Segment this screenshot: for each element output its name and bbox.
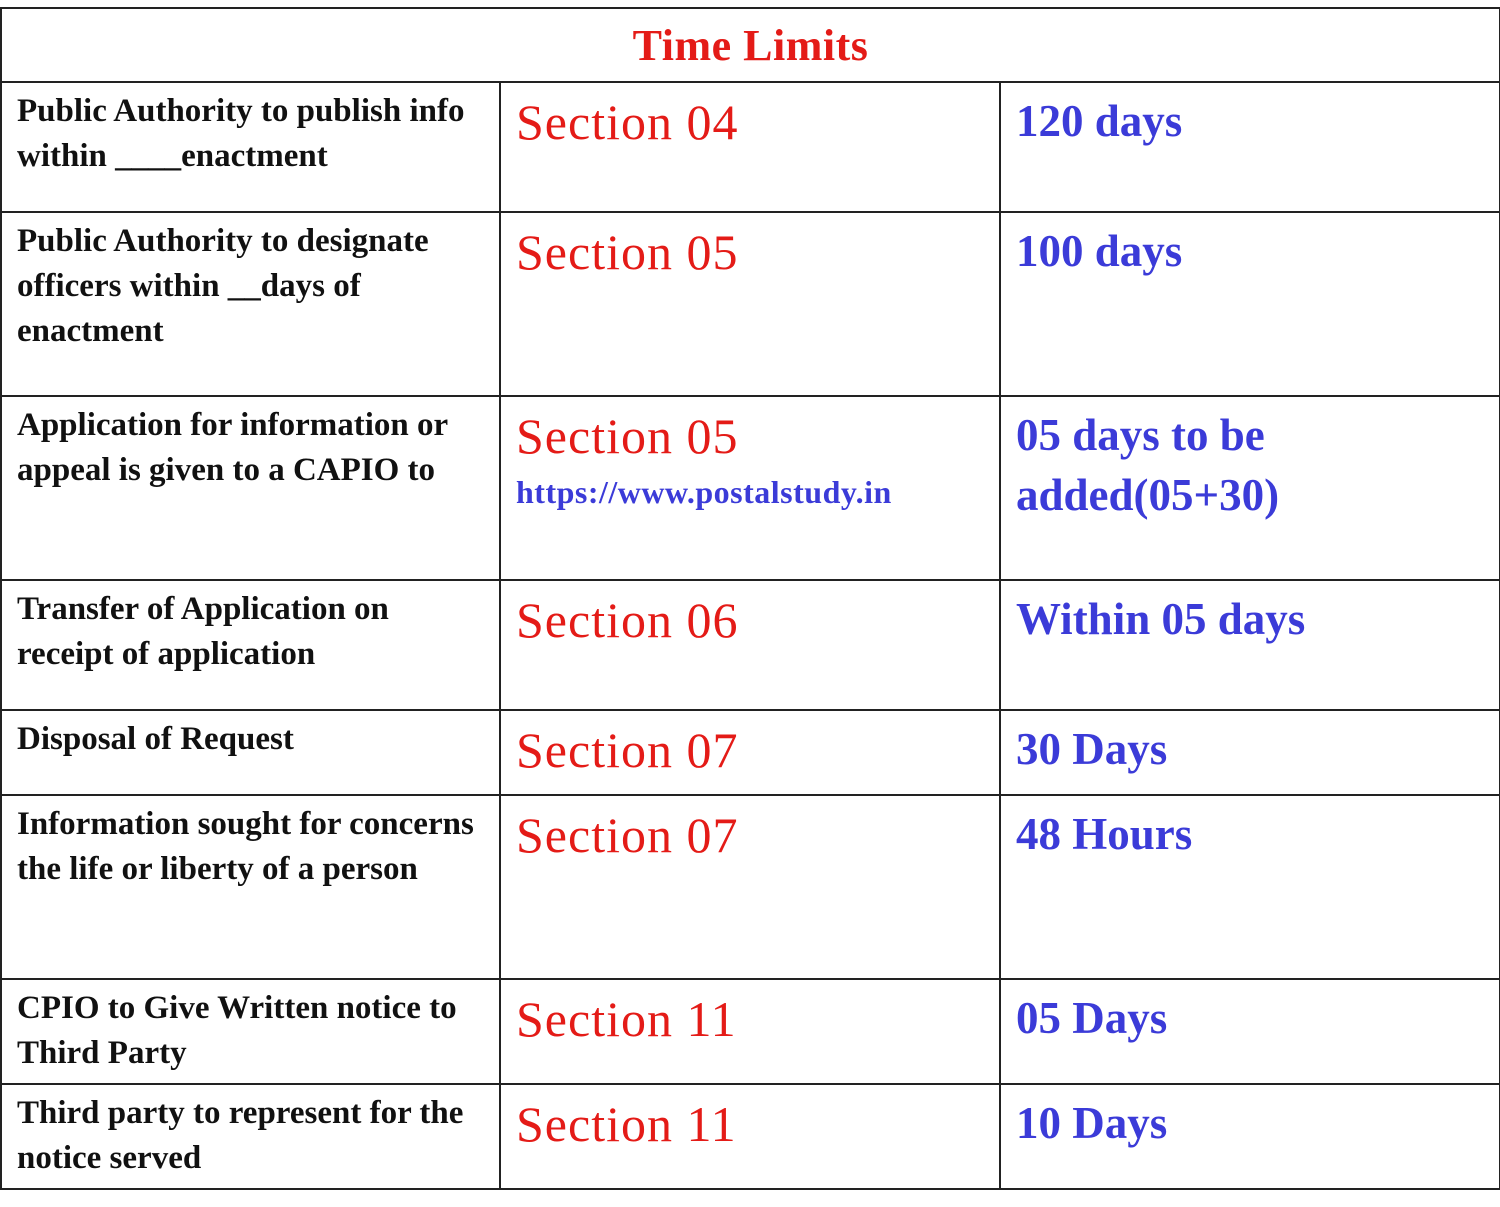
- table-row: [1, 795, 1500, 979]
- title-row: [1, 8, 1500, 82]
- table-row: [1, 979, 1500, 1084]
- limit-text: 30 Days: [1016, 724, 1168, 774]
- table-row: [1, 1084, 1500, 1189]
- description-cell: [1, 580, 500, 710]
- limit-cell: [1000, 212, 1500, 396]
- description-cell: [1, 795, 500, 979]
- description-cell: [1, 396, 500, 580]
- limit-text: 10 Days: [1016, 1098, 1168, 1148]
- description-text: Public Authority to designate officers within __days of enactment: [17, 223, 429, 349]
- section-text: Section 11: [516, 991, 737, 1047]
- section-cell: [500, 710, 1000, 795]
- website-link[interactable]: https://www.postalstudy.in: [516, 474, 892, 510]
- limit-cell: [1000, 1084, 1500, 1189]
- table-title: Time Limits: [632, 20, 869, 70]
- section-cell: [500, 795, 1000, 979]
- section-text: Section 06: [516, 592, 739, 648]
- section-cell: [500, 580, 1000, 710]
- section-text: Section 07: [516, 807, 739, 863]
- description-text: Public Authority to publish info within ____enactment: [17, 93, 465, 174]
- description-text: CPIO to Give Written notice to Third Party: [17, 990, 457, 1071]
- limit-cell: [1000, 396, 1500, 580]
- description-text: Transfer of Application on receipt of application: [17, 591, 389, 672]
- description-cell: [1, 979, 500, 1084]
- section-cell: [500, 212, 1000, 396]
- limit-text: Within 05 days: [1016, 594, 1306, 644]
- description-text: Information sought for concerns the life or liberty of a person: [17, 806, 474, 887]
- limit-text: 48 Hours: [1016, 809, 1193, 859]
- table-row: [1, 82, 1500, 212]
- description-text: Third party to represent for the notice served: [17, 1095, 464, 1176]
- description-cell: [1, 710, 500, 795]
- limit-cell: [1000, 979, 1500, 1084]
- limit-cell: [1000, 710, 1500, 795]
- limit-text: 100 days: [1016, 226, 1183, 276]
- description-text: Disposal of Request: [17, 721, 294, 757]
- description-cell: [1, 212, 500, 396]
- limit-cell: [1000, 795, 1500, 979]
- section-cell: [500, 1084, 1000, 1189]
- section-text: Section 11: [516, 1096, 737, 1152]
- section-cell: [500, 396, 1000, 580]
- description-cell: [1, 1084, 500, 1189]
- section-text: Section 05: [516, 408, 739, 464]
- limit-text: 05 Days: [1016, 993, 1168, 1043]
- description-cell: [1, 82, 500, 212]
- limit-text: 120 days: [1016, 96, 1183, 146]
- table-body: [1, 82, 1500, 1189]
- limit-cell: [1000, 580, 1500, 710]
- table-row: [1, 580, 1500, 710]
- title-cell: [1, 8, 1500, 82]
- limit-text: 05 days to be added(05+30): [1016, 410, 1280, 520]
- section-cell: [500, 82, 1000, 212]
- section-text: Section 05: [516, 224, 739, 280]
- table-row: [1, 396, 1500, 580]
- limit-cell: [1000, 82, 1500, 212]
- table-row: [1, 212, 1500, 396]
- section-cell: [500, 979, 1000, 1084]
- section-text: Section 04: [516, 94, 739, 150]
- table-row: [1, 710, 1500, 795]
- description-text: Application for information or appeal is given to a CAPIO to: [17, 407, 448, 488]
- time-limits-table: [0, 7, 1500, 1190]
- section-text: Section 07: [516, 722, 739, 778]
